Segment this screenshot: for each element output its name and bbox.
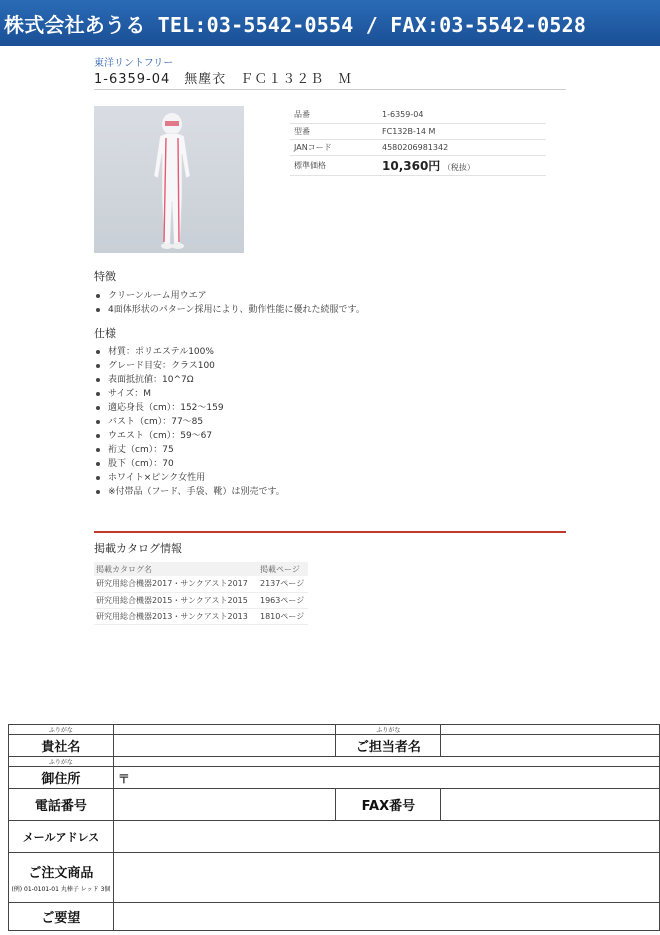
spec-value: 1-6359-04 <box>378 107 546 123</box>
spec-value: FC132B-14 M <box>378 123 546 139</box>
furigana-label: ふりがな <box>9 725 114 735</box>
order-item-label: ご注文商品 <box>28 866 94 881</box>
price-value: 10,360円 <box>382 158 441 173</box>
spec-row-price <box>290 155 546 175</box>
list-item: 4面体形状のパターン採用により、動作性能に優れた続服です。 <box>96 303 365 317</box>
order-form <box>8 724 660 931</box>
price-key: 標準価格 <box>290 155 378 175</box>
catalog-name: 研究用総合機器2013・サンクアスト2013 <box>94 608 258 624</box>
request-field[interactable] <box>113 903 659 931</box>
fax-field[interactable] <box>441 789 660 821</box>
catalog-name: 研究用総合機器2015・サンクアスト2015 <box>94 592 258 608</box>
list-item: 材質：ポリエステル100% <box>96 345 285 359</box>
header-banner <box>0 0 660 46</box>
phone-field[interactable] <box>113 789 336 821</box>
product-title: 1-6359-04 無塵衣 ＦＣ１３２Ｂ Ｍ <box>94 72 353 87</box>
catalog-name: 研究用総合機器2017・サンクアスト2017 <box>94 576 258 592</box>
title-divider <box>94 89 566 90</box>
postal-mark: 〒 <box>117 772 130 786</box>
table-row <box>94 576 308 592</box>
company-label: 貴社名 <box>9 735 114 757</box>
spec-table <box>290 107 546 176</box>
list-item: ※付帯品（フード、手袋、靴）は別売です。 <box>96 485 285 499</box>
specs-heading: 仕様 <box>94 327 116 340</box>
product-photo <box>94 106 244 253</box>
list-item: 股下（cm）：70 <box>96 457 285 471</box>
spec-row-jan <box>290 139 546 155</box>
fax-label: FAX番号 <box>336 789 441 821</box>
catalog-col-name: 掲載カタログ名 <box>94 562 258 576</box>
list-item: グレード目安：クラス100 <box>96 359 285 373</box>
furigana-label: ふりがな <box>9 757 114 767</box>
table-row <box>94 592 308 608</box>
contact-furigana-field[interactable] <box>441 725 660 735</box>
list-item: ウエスト（cm）：59～67 <box>96 429 285 443</box>
spec-key: 品番 <box>290 107 378 123</box>
order-item-cell <box>9 853 114 903</box>
spec-key: JANコード <box>290 139 378 155</box>
email-label: メールアドレス <box>9 821 114 853</box>
contact-field[interactable] <box>441 735 660 757</box>
spec-row-model <box>290 123 546 139</box>
address-field[interactable] <box>113 767 659 789</box>
list-item: 裄丈（cm）：75 <box>96 443 285 457</box>
catalog-table <box>94 562 308 625</box>
catalog-page: 2137ページ <box>258 576 308 592</box>
spec-row-code <box>290 107 546 123</box>
table-row <box>94 608 308 624</box>
spec-value: 4580206981342 <box>378 139 546 155</box>
address-label: 御住所 <box>9 767 114 789</box>
address-furigana-field[interactable] <box>113 757 659 767</box>
list-item: 適応身長（cm）：152～159 <box>96 401 285 415</box>
catalog-header-row <box>94 562 308 576</box>
features-heading: 特徴 <box>94 270 116 283</box>
banner-text: 株式会社あうる TEL:03-5542-0554 / FAX:03-5542-0528 <box>4 12 587 37</box>
section-divider <box>94 531 566 533</box>
catalog-page: 1963ページ <box>258 592 308 608</box>
order-item-field[interactable] <box>113 853 659 903</box>
furigana-label: ふりがな <box>336 725 441 735</box>
request-label: ご要望 <box>9 903 114 931</box>
list-item: サイズ：M <box>96 387 285 401</box>
features-list <box>96 289 365 317</box>
maker-name[interactable]: 東洋リントフリー <box>94 58 174 69</box>
price-tax: （税抜） <box>442 162 475 172</box>
specs-list <box>96 345 285 499</box>
phone-label: 電話番号 <box>9 789 114 821</box>
catalog-col-page: 掲載ページ <box>258 562 308 576</box>
catalog-heading: 掲載カタログ情報 <box>94 542 182 555</box>
company-furigana-field[interactable] <box>113 725 336 735</box>
list-item: ホワイト×ピンク女性用 <box>96 471 285 485</box>
list-item: クリーンルーム用ウエア <box>96 289 365 303</box>
email-field[interactable] <box>113 821 659 853</box>
price-cell <box>378 155 546 175</box>
list-item: バスト（cm）：77～85 <box>96 415 285 429</box>
catalog-page: 1810ページ <box>258 608 308 624</box>
order-example: (例) 01-0101-01 丸棒子 レッド 3個 <box>11 886 111 893</box>
spec-key: 型番 <box>290 123 378 139</box>
contact-label: ご担当者名 <box>336 735 441 757</box>
company-field[interactable] <box>113 735 336 757</box>
list-item: 表面抵抗値：10^7Ω <box>96 373 285 387</box>
